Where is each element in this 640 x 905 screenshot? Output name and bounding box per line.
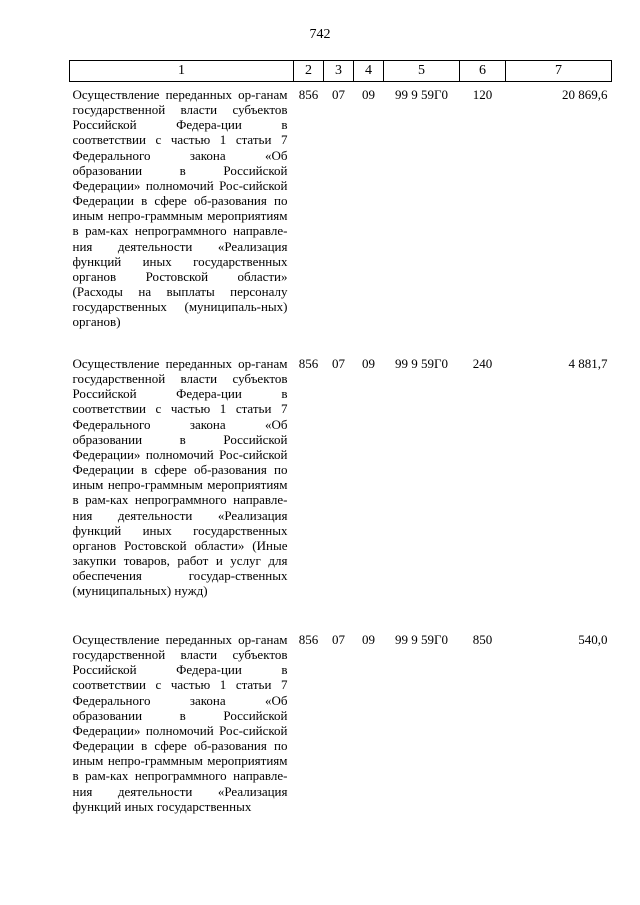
row-target-code: 99 9 59Г0	[394, 632, 448, 647]
column-header-5: 5	[384, 61, 460, 82]
row-ministry-code: 856	[298, 632, 319, 647]
row-subsection-code: 09	[362, 356, 375, 371]
row-section-code: 07	[332, 87, 345, 102]
budget-table	[69, 60, 612, 814]
row-target-code: 99 9 59Г0	[394, 356, 448, 371]
row-subsection-code: 09	[362, 632, 375, 647]
row-description: Осуществление переданных ор-ганам государственной власти субъектов Российской Федера-ции в соответствии с частью 1 статьи 7 Федерального закона «Об образовании в Российской Федерации» полномочий Рос-сийской Федерации в сфере об-разования по иным непро-граммным мероприятиям в рам-ках непрограммного направле-ния деятельности «Реализация функций иных государственных органов Ростовской области» (Расходы на выплаты персоналу государственных (муниципаль-ных) органов)	[72, 87, 288, 330]
column-header-4: 4	[354, 61, 384, 82]
row-ministry-code: 856	[298, 356, 319, 371]
row-subsection-code: 09	[362, 87, 375, 102]
row-amount: 4 881,7	[568, 356, 608, 371]
table-row	[70, 82, 612, 350]
row-target-code: 99 9 59Г0	[394, 87, 448, 102]
column-header-1: 1	[70, 61, 294, 82]
row-expense-type-code: 850	[472, 632, 493, 647]
column-header-3: 3	[324, 61, 354, 82]
column-header-6: 6	[460, 61, 506, 82]
row-amount: 20 869,6	[562, 87, 608, 102]
row-expense-type-code: 120	[472, 87, 493, 102]
table-row	[70, 626, 612, 814]
row-section-code: 07	[332, 356, 345, 371]
row-description: Осуществление переданных ор-ганам государственной власти субъектов Российской Федера-ции в соответствии с частью 1 статьи 7 Федерального закона «Об образовании в Российской Федерации» полномочий Рос-сийской Федерации в сфере об-разования по иным непро-граммным мероприятиям в рам-ках непрограммного направле-ния деятельности «Реализация функций иных государственных органов Ростовской области» (Иные закупки товаров, работ и услуг для обеспечения государ-ственных (муниципальных) нужд)	[72, 356, 288, 599]
page-number: 742	[309, 27, 331, 42]
column-header-2: 2	[294, 61, 324, 82]
row-section-code: 07	[332, 632, 345, 647]
row-amount: 540,0	[578, 632, 608, 647]
table-row	[70, 349, 612, 626]
row-expense-type-code: 240	[472, 356, 493, 371]
row-description: Осуществление переданных ор-ганам государственной власти субъектов Российской Федера-ции в соответствии с частью 1 статьи 7 Федерального закона «Об образовании в Российской Федерации» полномочий Рос-сийской Федерации в сфере об-разования по иным непро-граммным мероприятиям в рам-ках непрограммного направле-ния деятельности «Реализация функций иных государственных	[72, 632, 288, 814]
row-ministry-code: 856	[298, 87, 319, 102]
column-header-7: 7	[506, 61, 612, 82]
table-header-row	[70, 61, 612, 82]
